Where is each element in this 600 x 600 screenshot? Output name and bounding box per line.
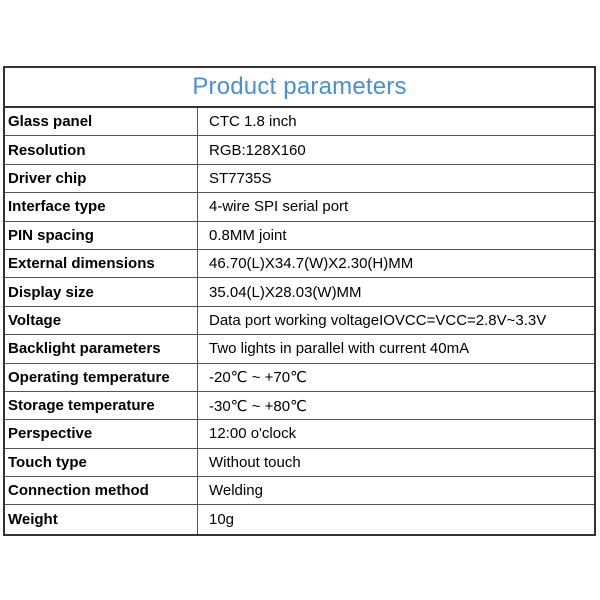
parameter-value: ST7735S xyxy=(209,169,272,187)
parameter-label: PIN spacing xyxy=(5,222,198,249)
parameter-value: 12:00 o'clock xyxy=(209,425,297,443)
table-row xyxy=(5,392,594,420)
parameter-value: Welding xyxy=(209,482,263,500)
table-row xyxy=(5,222,594,250)
parameter-label: Display size xyxy=(5,278,198,305)
parameter-label: Connection method xyxy=(5,477,198,504)
table-title: Product parameters xyxy=(192,73,407,100)
parameter-value: 35.04(L)X28.03(W)MM xyxy=(209,283,362,301)
parameter-label: Storage temperature xyxy=(5,392,198,419)
parameter-label: Driver chip xyxy=(5,165,198,192)
parameter-value: 4-wire SPI serial port xyxy=(209,198,349,216)
table-row xyxy=(5,136,594,164)
table-row xyxy=(5,364,594,392)
table-row xyxy=(5,108,594,136)
table-row xyxy=(5,420,594,448)
parameter-label: External dimensions xyxy=(5,250,198,277)
table-row xyxy=(5,307,594,335)
parameter-value: -20℃ ~ +70℃ xyxy=(209,369,307,387)
parameter-value: 0.8MM joint xyxy=(209,226,287,244)
parameter-label: Resolution xyxy=(5,136,198,163)
parameter-label: Touch type xyxy=(5,449,198,476)
parameter-label: Weight xyxy=(5,505,198,533)
table-row xyxy=(5,505,594,533)
parameter-value: RGB:128X160 xyxy=(209,141,306,159)
parameter-label: Perspective xyxy=(5,420,198,447)
table-row xyxy=(5,193,594,221)
parameter-value: Without touch xyxy=(209,453,301,471)
table-row xyxy=(5,165,594,193)
table-row xyxy=(5,250,594,278)
parameter-label: Glass panel xyxy=(5,108,198,135)
parameter-value: Data port working voltageIOVCC=VCC=2.8V~3.3V xyxy=(209,311,547,329)
parameter-value: CTC 1.8 inch xyxy=(209,113,297,131)
parameter-label: Backlight parameters xyxy=(5,335,198,362)
parameter-value: 10g xyxy=(209,511,235,529)
product-parameters-table xyxy=(3,66,596,536)
table-row xyxy=(5,335,594,363)
table-row xyxy=(5,477,594,505)
parameter-value: Two lights in parallel with current 40mA xyxy=(209,340,470,358)
parameter-label: Voltage xyxy=(5,307,198,334)
parameter-value: 46.70(L)X34.7(W)X2.30(H)MM xyxy=(209,255,414,273)
parameter-value: -30℃ ~ +80℃ xyxy=(209,397,307,415)
parameter-label: Interface type xyxy=(5,193,198,220)
table-row xyxy=(5,278,594,306)
table-title-row xyxy=(5,68,594,108)
table-row xyxy=(5,449,594,477)
parameter-label: Operating temperature xyxy=(5,364,198,391)
